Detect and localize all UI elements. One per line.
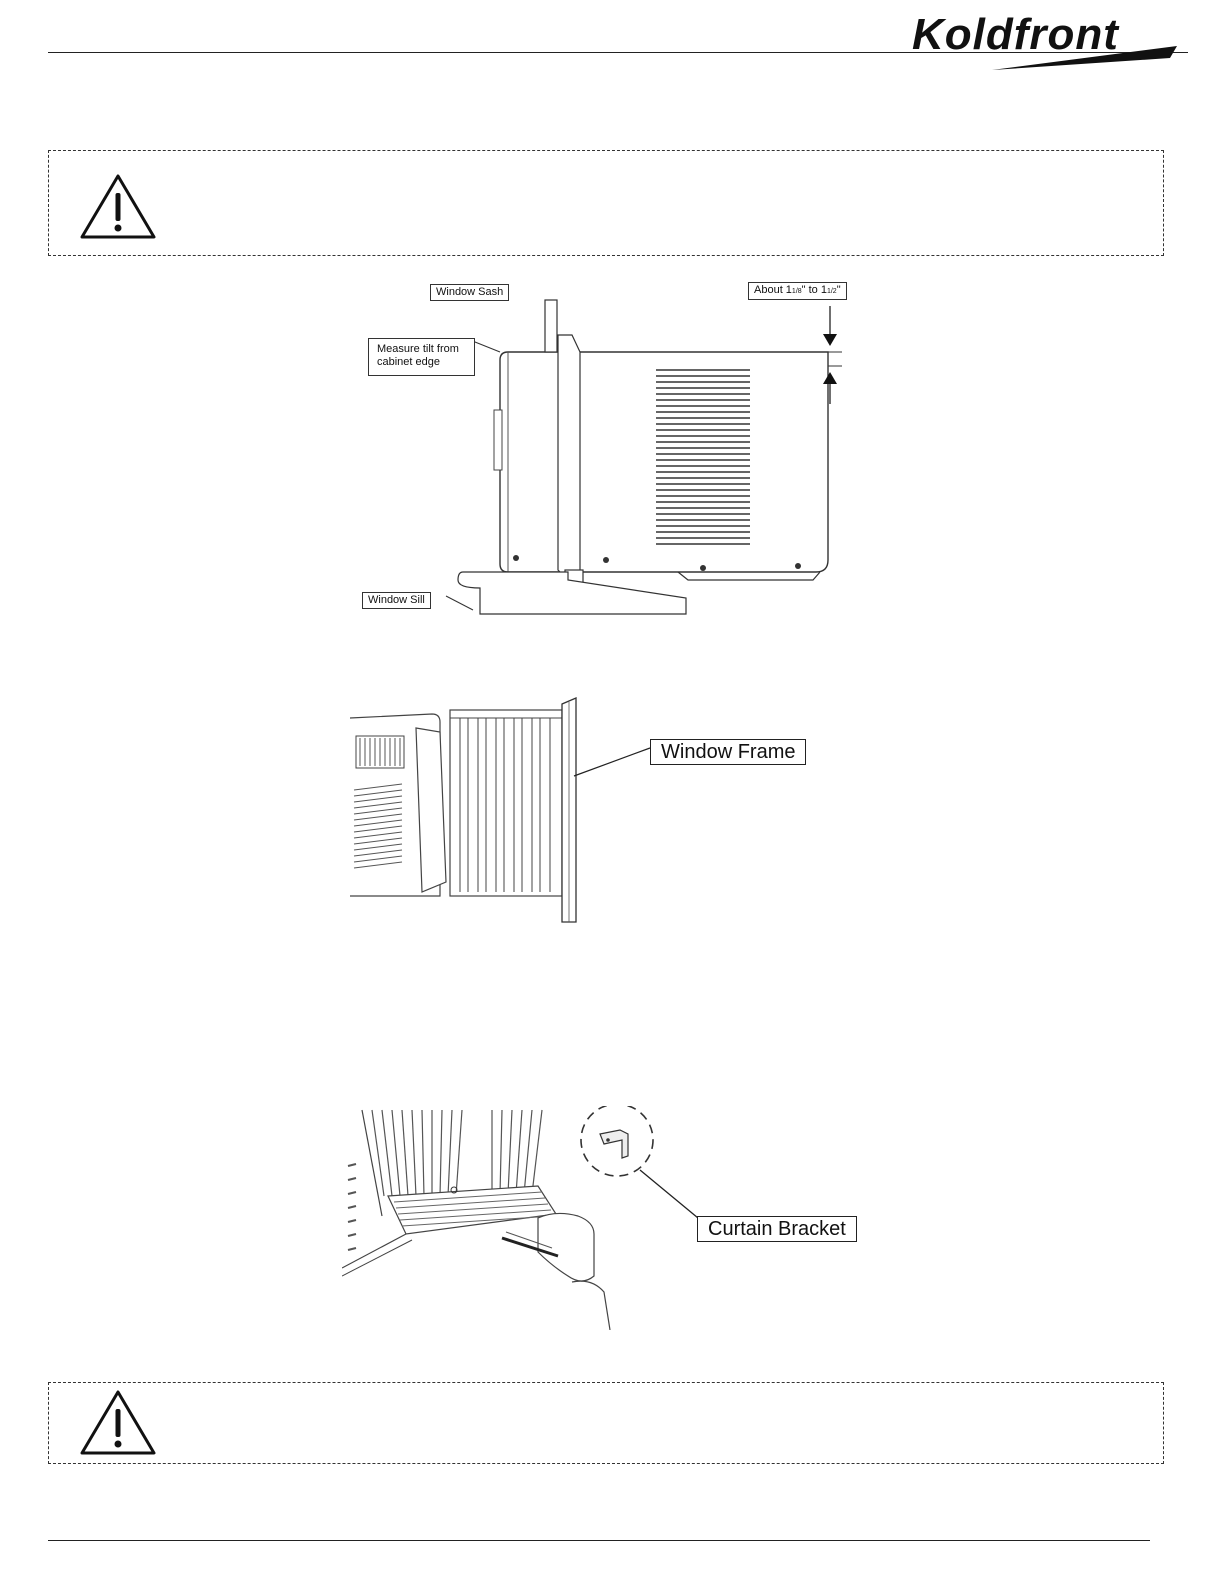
ac-side-drawing xyxy=(358,280,868,620)
figure-ac-side-view xyxy=(358,280,868,620)
brand-logo xyxy=(912,10,1187,70)
dimension-fraction-2: 1/2 xyxy=(826,288,837,295)
brand-logo-text: Koldfront xyxy=(912,10,1119,59)
dimension-prefix: About 1 xyxy=(754,284,792,296)
window-sash-label: Window Sash xyxy=(430,284,509,301)
warning-box-top xyxy=(48,150,1164,256)
measure-tilt-label-line2: cabinet edge xyxy=(377,356,440,368)
window-sill-label: Window Sill xyxy=(362,592,431,609)
logo-swoosh-icon xyxy=(912,10,1187,70)
dimension-middle: " to 1 xyxy=(801,284,827,296)
warning-triangle-icon xyxy=(78,1387,158,1457)
window-frame-label: Window Frame xyxy=(650,739,806,765)
measure-tilt-label xyxy=(368,338,475,376)
measure-tilt-label-line1: Measure tilt from xyxy=(377,343,459,355)
dimension-label xyxy=(748,282,847,300)
warning-box-bottom xyxy=(48,1382,1164,1464)
dimension-fraction-1: 1/8 xyxy=(791,288,802,295)
warning-triangle-icon xyxy=(78,171,158,241)
dimension-suffix: " xyxy=(836,284,841,296)
figure-window-frame xyxy=(350,696,820,924)
curtain-bracket-label: Curtain Bracket xyxy=(697,1216,857,1242)
footer-rule xyxy=(48,1540,1150,1541)
figure-curtain-bracket xyxy=(342,1106,887,1330)
window-frame-drawing xyxy=(350,696,820,924)
